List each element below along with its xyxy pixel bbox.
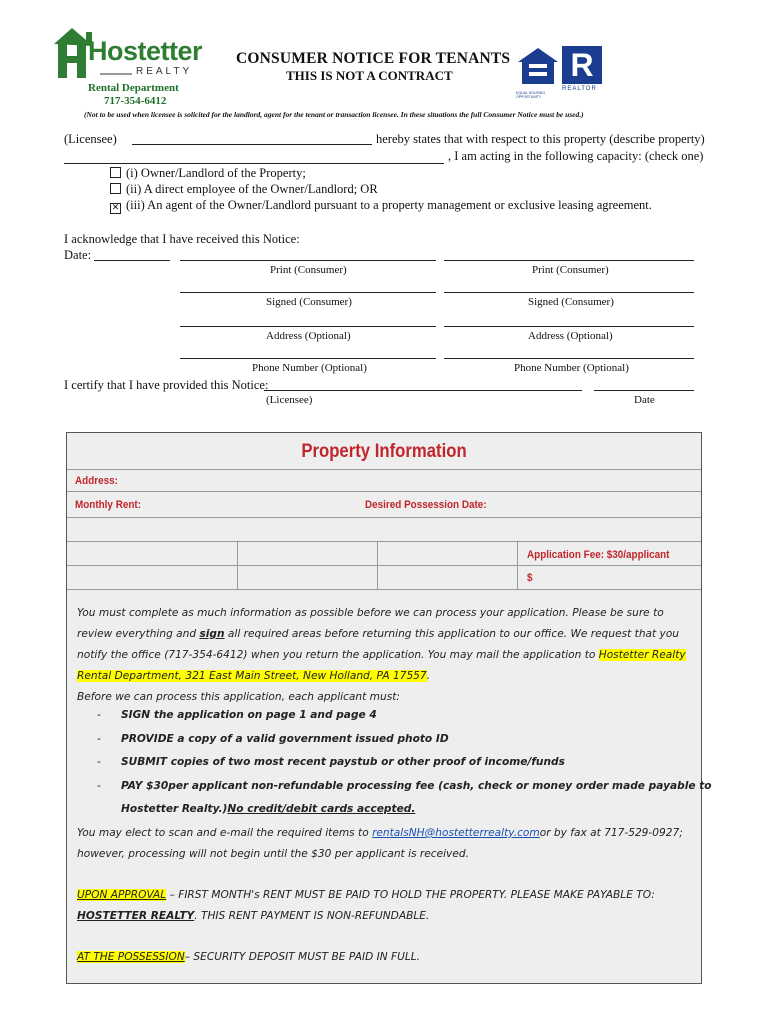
page-subtitle: THIS IS NOT A CONTRACT bbox=[286, 68, 453, 83]
table-bottom-border bbox=[67, 589, 701, 590]
mailing-address: Hostetter Realty Rental Department, 321 East Main Street, New Holland, PA 17557 bbox=[77, 649, 686, 682]
payee-name: HOSTETTER REALTY bbox=[77, 910, 195, 922]
address-label: Address: bbox=[75, 475, 118, 487]
option-employee[interactable] bbox=[110, 182, 378, 197]
no-cards-note: No credit/debit cards accepted. bbox=[227, 803, 416, 815]
option-employee-checkbox[interactable] bbox=[110, 183, 121, 194]
page-title: CONSUMER NOTICE FOR TENANTS bbox=[236, 50, 511, 67]
option-owner-label: (i) Owner/Landlord of the Property; bbox=[126, 166, 306, 180]
property-information-panel bbox=[66, 432, 712, 984]
phone1-line[interactable] bbox=[180, 358, 436, 359]
licensee-name-line[interactable] bbox=[132, 144, 372, 145]
property-info-title: Property Information bbox=[301, 441, 467, 462]
bullet-pay: - bbox=[97, 780, 101, 792]
licensee2-label: (Licensee) bbox=[266, 394, 313, 406]
notice-note: (Not to be used when licensee is solicited for the landlord, agent for the tenant or transaction licensee. In these situations the full Consumer Notice must be used.) bbox=[84, 110, 584, 119]
certify-date-line[interactable] bbox=[594, 390, 694, 391]
blank-row[interactable] bbox=[67, 517, 701, 542]
company-logo bbox=[52, 22, 203, 84]
print-consumer1-line[interactable] bbox=[180, 260, 436, 261]
upon-approval-label: UPON APPROVAL bbox=[77, 889, 167, 901]
instructions-paragraph: You must complete as much information as possible before we can process your application. Please be sure to review everything and sign all required areas before returning this application to our office. We request that you notify the office (717-354-6412) when you return the application. You may mail the application to Hostetter Realty Rental Department, 321 East Main Street, New Holland, PA 17557. Before we can process this application, each applicant must: bbox=[77, 607, 686, 703]
bullet-submit-text: SUBMIT copies of two most recent paystub or other proof of income/funds bbox=[121, 756, 565, 768]
address-row[interactable] bbox=[67, 469, 701, 492]
option-agent[interactable] bbox=[110, 198, 652, 213]
option-employee-label: (ii) A direct employee of the Owner/Landlord; OR bbox=[126, 182, 378, 196]
at-possession-label: AT THE POSSESSION bbox=[77, 951, 185, 963]
states-text: hereby states that with respect to this property (describe property) bbox=[376, 132, 705, 146]
bullet-pay-continued: Hostetter Realty.)No credit/debit cards accepted. bbox=[121, 803, 416, 815]
option-agent-label: (iii) An agent of the Owner/Landlord pursuant to a property management or exclusive leasing agreement. bbox=[126, 198, 652, 212]
address2-label: Address (Optional) bbox=[528, 330, 613, 342]
bullet-sign-text: SIGN the application on page 1 and page 4 bbox=[121, 709, 377, 721]
application-fee-label: Application Fee: $30/applicant bbox=[527, 549, 670, 561]
signed-consumer2-label: Signed (Consumer) bbox=[528, 296, 614, 308]
approval-paragraph: UPON APPROVAL – FIRST MONTH's RENT MUST BE PAID TO HOLD THE PROPERTY. PLEASE MAKE PAYABLE TO: HOSTETTER REALTY. THIS RENT PAYMENT IS NON-REFUNDABLE. bbox=[77, 889, 655, 922]
acknowledge-text: I acknowledge that I have received this Notice: bbox=[64, 232, 300, 246]
rent-row bbox=[67, 491, 701, 518]
print-consumer2-label: Print (Consumer) bbox=[532, 264, 609, 276]
option-owner-checkbox[interactable] bbox=[110, 167, 121, 178]
rental-phone: 717-354-6412 bbox=[104, 95, 167, 107]
fee-row bbox=[67, 541, 701, 566]
bullet-pay-text: PAY $30per applicant non-refundable processing fee (cash, check or money order made payable to bbox=[121, 780, 712, 792]
bullet-provide-text: PROVIDE a copy of a valid government issued photo ID bbox=[121, 733, 449, 745]
print-consumer2-line[interactable] bbox=[444, 260, 694, 261]
realtor-text: REALTOR bbox=[562, 86, 597, 92]
applicant-must-text: Before we can process this application, each applicant must: bbox=[77, 691, 400, 703]
address1-line[interactable] bbox=[180, 326, 436, 327]
date2-label: Date bbox=[634, 394, 655, 406]
date-label: Date: bbox=[64, 248, 92, 262]
phone2-label: Phone Number (Optional) bbox=[514, 362, 629, 374]
option-agent-checkbox[interactable]: ✕ bbox=[111, 203, 120, 213]
bullet-provide: - bbox=[97, 733, 101, 745]
bullet-submit: - bbox=[97, 756, 101, 768]
realtor-logo bbox=[562, 46, 606, 96]
email-link[interactable]: rentalsNH@hostetterrealty.com bbox=[372, 827, 540, 839]
logo-sub: REALTY bbox=[136, 66, 193, 77]
logo-brand: Hostetter bbox=[88, 36, 203, 66]
equal-housing-text: EQUAL HOUSING OPPORTUNITY bbox=[516, 91, 546, 99]
signed-consumer1-line[interactable] bbox=[180, 292, 436, 293]
possession-date-label: Desired Possession Date: bbox=[365, 499, 487, 511]
equal-housing-logo bbox=[516, 46, 560, 99]
address1-label: Address (Optional) bbox=[266, 330, 351, 342]
print-consumer1-label: Print (Consumer) bbox=[270, 264, 347, 276]
date-line[interactable] bbox=[94, 260, 170, 261]
sign-emphasis: sign bbox=[199, 628, 225, 640]
signed-consumer1-label: Signed (Consumer) bbox=[266, 296, 352, 308]
dollar-label: $ bbox=[527, 572, 533, 584]
phone1-label: Phone Number (Optional) bbox=[252, 362, 367, 374]
property-description-line[interactable] bbox=[64, 163, 444, 164]
phone2-line[interactable] bbox=[444, 358, 694, 359]
monthly-rent-label: Monthly Rent: bbox=[75, 499, 141, 511]
option-owner[interactable] bbox=[110, 166, 306, 181]
signed-consumer2-line[interactable] bbox=[444, 292, 694, 293]
bullet-sign: - bbox=[97, 709, 101, 721]
possession-paragraph: AT THE POSSESSION– SECURITY DEPOSIT MUST BE PAID IN FULL. bbox=[77, 951, 421, 963]
address2-line[interactable] bbox=[444, 326, 694, 327]
realtor-letter: R bbox=[562, 46, 602, 84]
licensee-sign-line[interactable] bbox=[264, 390, 582, 391]
dollar-row[interactable] bbox=[67, 565, 701, 590]
email-paragraph: You may elect to scan and e-mail the required items to rentalsNH@hostetterrealty.comor by fax at 717-529-0927; however, processing will not begin until the $30 per applicant is received. bbox=[77, 827, 683, 860]
licensee-label: (Licensee) bbox=[64, 132, 117, 146]
rental-department: Rental Department bbox=[88, 82, 179, 94]
capacity-text: , I am acting in the following capacity: (check one) bbox=[448, 149, 704, 163]
certify-text: I certify that I have provided this Notice: bbox=[64, 378, 269, 392]
